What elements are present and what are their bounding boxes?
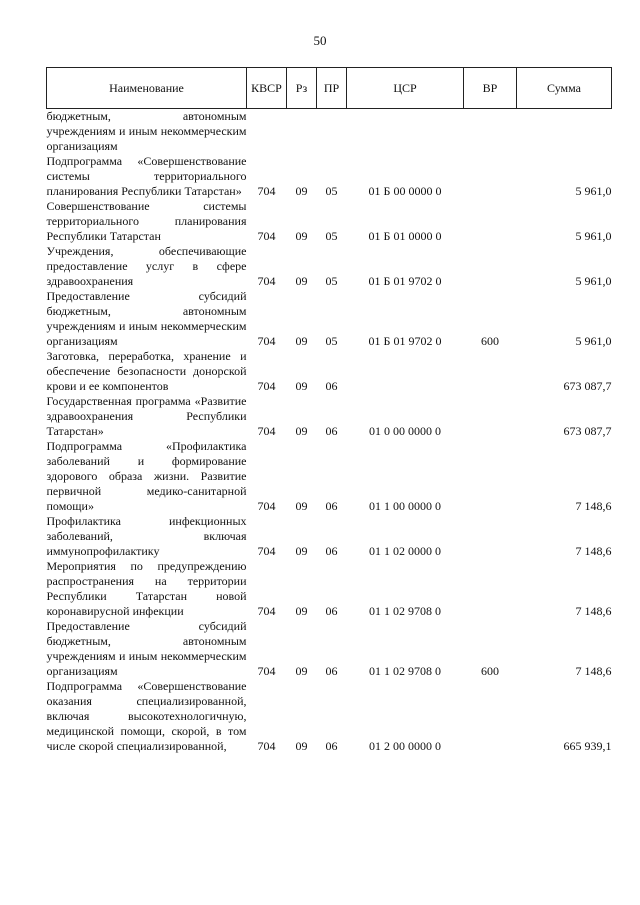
row-vr <box>464 349 517 394</box>
row-rz: 09 <box>295 229 308 243</box>
row-name: Профилактика инфекционных заболеваний, включая иммунопрофилактику <box>46 514 247 558</box>
row-csr <box>347 349 464 394</box>
row-sum: 7 148,6 <box>575 664 612 678</box>
row-kvsr: 704 <box>257 274 276 288</box>
row-sum: 665 939,1 <box>563 739 612 753</box>
row-csr: 01 1 00 0000 0 <box>369 499 441 513</box>
row-vr <box>464 514 517 559</box>
header-pr: ПР <box>317 68 347 109</box>
row-name: Заготовка, переработка, хранение и обеспечение безопасности донорской крови и ее компонентов <box>46 349 247 393</box>
row-sum: 5 961,0 <box>575 229 612 243</box>
row-name: Мероприятия по предупреждению распространения на территории Республики Татарстан новой коронавирусной инфекции <box>46 559 247 618</box>
budget-table <box>46 67 612 754</box>
row-sum: 5 961,0 <box>575 184 612 198</box>
row-pr: 06 <box>325 664 338 678</box>
row-pr: 05 <box>325 229 338 243</box>
row-vr <box>464 679 517 754</box>
table-row <box>47 514 612 559</box>
row-vr: 600 <box>481 664 499 678</box>
row-vr <box>464 559 517 619</box>
table-row <box>47 439 612 514</box>
row-csr <box>347 109 464 155</box>
row-rz: 09 <box>295 274 308 288</box>
header-name: Наименование <box>47 68 247 109</box>
row-vr <box>464 439 517 514</box>
table-row <box>47 394 612 439</box>
row-csr: 01 1 02 9708 0 <box>369 604 441 618</box>
row-sum: 5 961,0 <box>575 334 612 348</box>
row-rz: 09 <box>295 184 308 198</box>
table-row <box>47 619 612 679</box>
row-csr: 01 Б 00 0000 0 <box>368 184 442 198</box>
row-sum: 7 148,6 <box>575 604 612 618</box>
row-vr <box>464 199 517 244</box>
row-pr: 06 <box>325 739 338 753</box>
row-kvsr: 704 <box>257 664 276 678</box>
row-rz: 09 <box>295 499 308 513</box>
row-kvsr: 704 <box>257 604 276 618</box>
row-rz: 09 <box>295 739 308 753</box>
row-sum: 673 087,7 <box>563 424 612 438</box>
row-csr: 01 0 00 0000 0 <box>369 424 441 438</box>
row-name: Подпрограмма «Профилактика заболеваний и формирование здорового образа жизни. Развитие первичной медико-санитарной помощи» <box>46 439 247 513</box>
row-kvsr: 704 <box>257 334 276 348</box>
row-vr <box>464 109 517 155</box>
row-csr: 01 1 02 9708 0 <box>369 664 441 678</box>
row-sum <box>517 109 612 155</box>
row-rz: 09 <box>295 664 308 678</box>
header-vr: ВР <box>464 68 517 109</box>
row-csr: 01 Б 01 9702 0 <box>368 334 442 348</box>
table-row <box>47 244 612 289</box>
row-pr: 06 <box>325 499 338 513</box>
row-name: Предоставление субсидий бюджетным, автономным учреждениям и иным некоммерческим организациям <box>46 289 247 348</box>
row-name: Подпрограмма «Совершенствование оказания специализированной, включая высокотехнологичную, медицинской помощи, скорой, в том числе скорой специализированной, <box>46 679 247 753</box>
row-kvsr: 704 <box>257 379 276 393</box>
row-vr <box>464 394 517 439</box>
row-kvsr <box>247 109 287 155</box>
row-name: Совершенствование системы территориального планирования Республики Татарстан <box>46 199 247 243</box>
row-csr: 01 Б 01 0000 0 <box>368 229 442 243</box>
table-row <box>47 559 612 619</box>
page-number: 50 <box>313 33 327 48</box>
header-rz: Рз <box>287 68 317 109</box>
row-sum: 673 087,7 <box>563 379 612 393</box>
row-pr: 05 <box>325 184 338 198</box>
row-name: Учреждения, обеспечивающие предоставление услуг в сфере здравоохранения <box>46 244 247 288</box>
header-kvsr: КВСР <box>247 68 287 109</box>
row-csr: 01 2 00 0000 0 <box>369 739 441 753</box>
row-sum: 5 961,0 <box>575 274 612 288</box>
row-pr <box>317 109 347 155</box>
row-vr <box>464 154 517 199</box>
row-pr: 06 <box>325 379 338 393</box>
row-csr: 01 Б 01 9702 0 <box>368 274 442 288</box>
row-kvsr: 704 <box>257 184 276 198</box>
table-header-row <box>47 68 612 109</box>
row-rz: 09 <box>295 604 308 618</box>
table-row <box>47 199 612 244</box>
row-rz: 09 <box>295 379 308 393</box>
row-name: Подпрограмма «Совершенствование системы территориального планирования Республики Татарстан» <box>46 154 247 198</box>
row-vr <box>464 244 517 289</box>
header-csr: ЦСР <box>347 68 464 109</box>
row-pr: 06 <box>325 604 338 618</box>
row-kvsr: 704 <box>257 229 276 243</box>
row-rz: 09 <box>295 424 308 438</box>
row-pr: 06 <box>325 544 338 558</box>
row-pr: 06 <box>325 424 338 438</box>
row-sum: 7 148,6 <box>575 499 612 513</box>
row-name: Предоставление субсидий бюджетным, автономным учреждениям и иным некоммерческим организациям <box>46 619 247 678</box>
row-kvsr: 704 <box>257 424 276 438</box>
row-kvsr: 704 <box>257 499 276 513</box>
row-rz <box>287 109 317 155</box>
table-row <box>47 109 612 155</box>
row-pr: 05 <box>325 334 338 348</box>
row-pr: 05 <box>325 274 338 288</box>
row-rz: 09 <box>295 334 308 348</box>
table-row <box>47 154 612 199</box>
table-row <box>47 349 612 394</box>
row-name: Государственная программа «Развитие здравоохранения Республики Татарстан» <box>46 394 247 438</box>
row-name: бюджетным, автономным учреждениям и иным некоммерческим организациям <box>46 109 247 153</box>
row-csr: 01 1 02 0000 0 <box>369 544 441 558</box>
table-row <box>47 679 612 754</box>
row-rz: 09 <box>295 544 308 558</box>
table-row <box>47 289 612 349</box>
row-kvsr: 704 <box>257 544 276 558</box>
row-sum: 7 148,6 <box>575 544 612 558</box>
row-vr: 600 <box>481 334 499 348</box>
row-kvsr: 704 <box>257 739 276 753</box>
header-sum: Сумма <box>517 68 612 109</box>
